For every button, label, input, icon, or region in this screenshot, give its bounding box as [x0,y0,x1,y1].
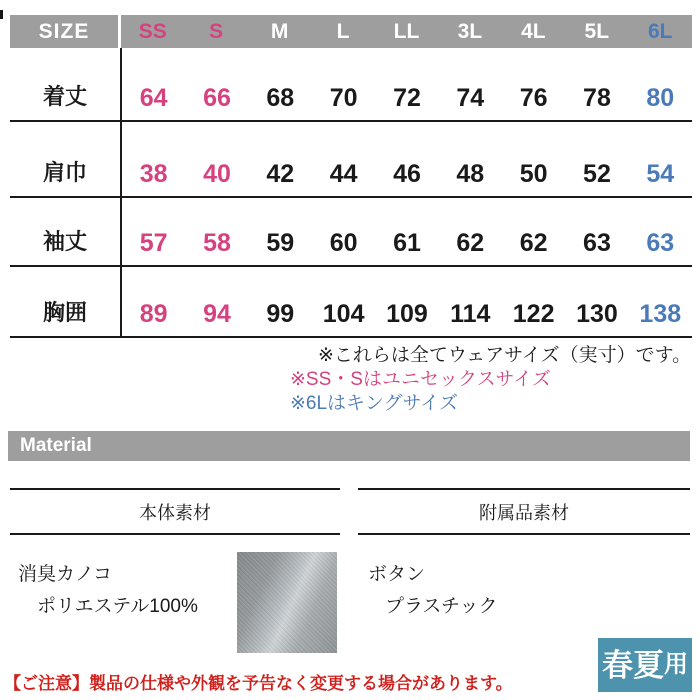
season-badge-text: 春夏 [602,647,664,683]
size-value: 130 [576,300,618,328]
size-table-header [10,15,692,48]
size-value: 94 [203,300,231,328]
row-label: 胸囲 [42,300,87,325]
note-actual-size: ※これらは全てウェアサイズ（実寸）です。 [318,345,692,366]
column-header-s: S [209,19,224,43]
size-value: 78 [583,84,611,112]
corner-mark [0,10,3,19]
size-value: 109 [386,300,428,328]
size-value: 66 [203,84,231,112]
column-header-ss: SS [138,19,167,43]
size-value: 63 [646,229,675,257]
size-value: 54 [646,160,675,188]
note-unisex-size: ※SS・Sはユニセックスサイズ [290,369,551,390]
size-value: 59 [266,229,295,257]
size-value: 50 [519,160,548,188]
size-value: 40 [203,160,231,188]
column-header-4l: 4L [521,19,546,43]
accessory-material-header: 附属品素材 [358,488,690,535]
row-values [120,122,692,196]
size-value: 62 [519,229,548,257]
main-material-header: 本体素材 [10,488,340,535]
row-label: 着丈 [42,84,87,109]
row-values [120,48,692,120]
row-sleeve-length [10,198,692,267]
size-value: 99 [266,300,295,328]
fabric-swatch-image [237,552,337,653]
row-body-length [10,48,692,122]
size-value: 61 [393,229,421,257]
size-value: 60 [329,229,358,257]
accessory-material-name: ボタン [368,564,426,585]
row-chest [10,267,692,338]
size-value: 48 [456,160,485,188]
accessory-material-composition: プラスチック [385,596,498,617]
size-value: 38 [139,160,168,188]
column-header-3l: 3L [457,19,483,43]
size-header-columns [121,15,692,48]
row-shoulder-width [10,122,692,198]
caution-notice: 【ご注意】製品の仕様や外観を予告なく変更する場合があります。 [4,674,513,693]
size-value: 74 [456,84,485,112]
main-material-name: 消臭カノコ [18,564,113,585]
column-header-6l: 6L [647,19,673,43]
size-value: 42 [266,160,295,188]
season-badge [598,638,692,692]
size-value: 44 [329,160,358,188]
size-value: 138 [639,300,682,328]
size-value: 72 [393,84,421,112]
size-value: 114 [450,300,491,328]
column-header-5l: 5L [584,19,610,43]
size-value: 76 [519,84,548,112]
size-value: 80 [646,84,675,112]
size-value: 68 [266,84,295,112]
size-value: 104 [322,300,365,328]
column-header-ll: LL [393,19,420,43]
size-value: 62 [456,229,485,257]
row-values [120,198,692,265]
size-value: 64 [139,84,168,112]
material-section-title: Material [8,431,690,461]
note-king-size: ※6Lはキングサイズ [290,393,458,414]
size-value: 46 [393,160,421,188]
row-label: 袖丈 [42,229,87,254]
size-value: 52 [583,160,611,188]
size-notes [290,344,691,416]
season-badge-suffix: 用 [664,651,688,678]
size-value: 57 [139,229,168,257]
size-value: 63 [583,229,611,257]
column-header-m: M [270,19,289,43]
row-label: 肩巾 [42,160,87,185]
size-value: 58 [203,229,231,257]
size-table [10,15,692,338]
row-values [120,267,692,336]
main-material-composition: ポリエステル100% [37,596,198,617]
size-value: 70 [329,84,358,112]
size-header-label: SIZE [10,15,118,48]
column-header-l: L [336,19,350,43]
size-value: 89 [139,300,168,328]
size-value: 122 [512,300,555,328]
